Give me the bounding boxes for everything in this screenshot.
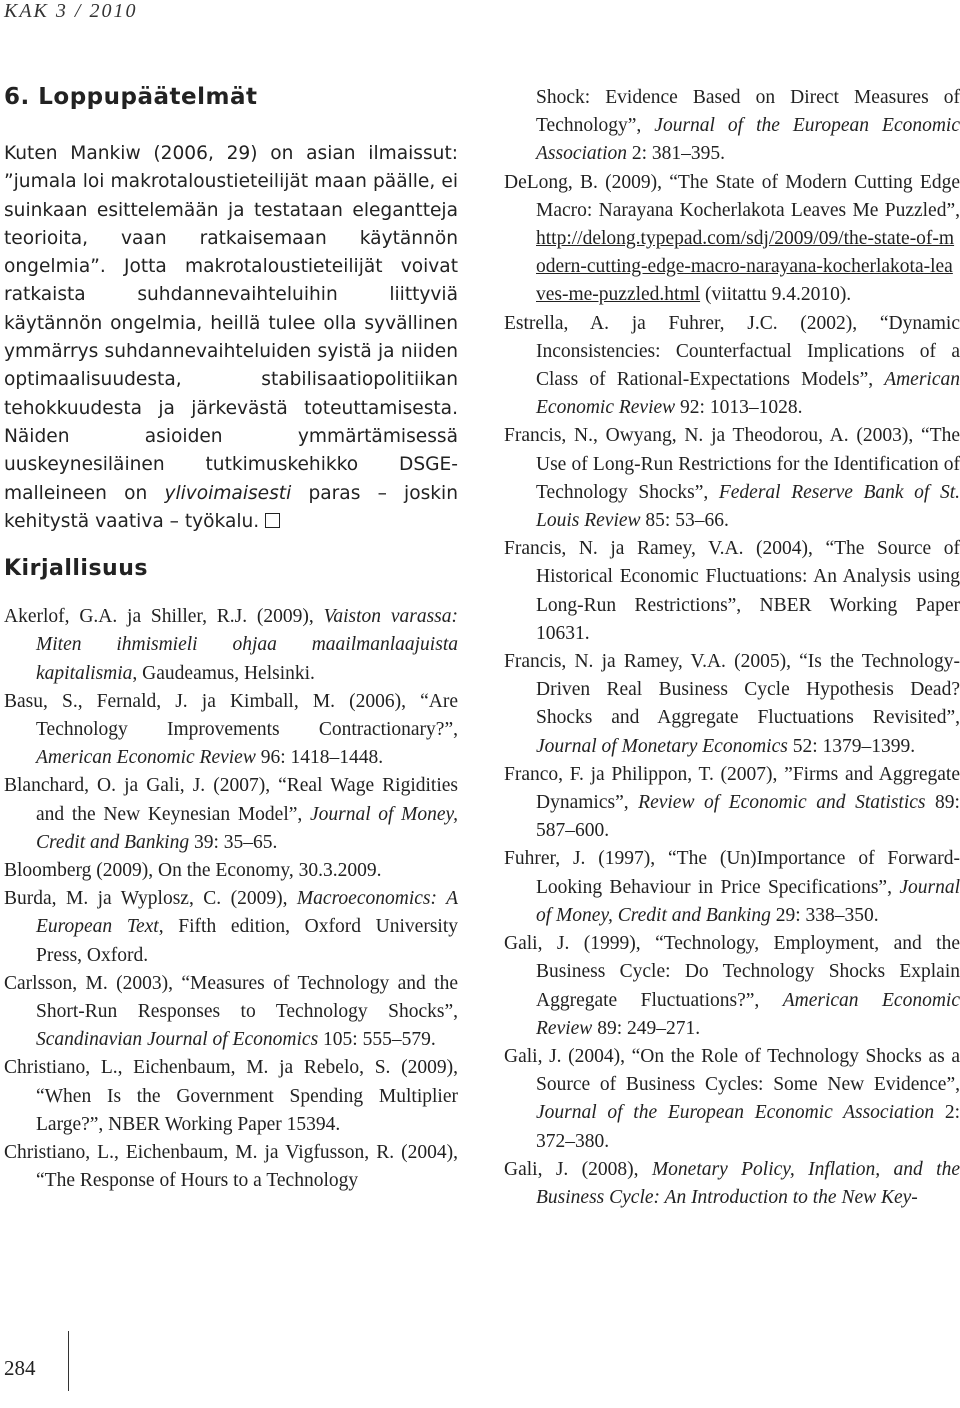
reference-item: Francis, N. ja Ramey, V.A. (2005), “Is the Technology-Driven Real Business Cycle Hypothesis Dead? Shocks and Aggregate Fluctuations Revisited”, Journal of Monetary Economics 52: 1379–1399. xyxy=(504,651,960,757)
reference-item: Fuhrer, J. (1997), “The (Un)Importance of Forward-Looking Behaviour in Price Specifications”, Journal of Money, Credit and Banking 29: 338–350. xyxy=(504,848,960,926)
reference-item: Franco, F. ja Philippon, T. (2007), ”Firms and Aggregate Dynamics”, Review of Economic and Statistics 89: 587–600. xyxy=(504,763,960,842)
reference-item: Christiano, L., Eichenbaum, M. ja Vigfusson, R. (2004), “The Response of Hours to a Technology xyxy=(4,1142,458,1192)
reference-item: Basu, S., Fernald, J. ja Kimball, M. (2006), “Are Technology Improvements Contractionary?”, American Economic Review 96: 1418–1448. xyxy=(4,690,458,769)
footer-divider xyxy=(68,1331,69,1391)
reference-delong: DeLong, B. (2009), “The State of Modern Cutting Edge Macro: Narayana Kocherlakota Leaves Me Puzzled”, http://delong.typepad.com/sdj/2009/09/the-state-of-modern-cutting-edge-macro-narayana-kocherlakota-leaves-me-puzzled.html (viitattu 9.4.2010). xyxy=(504,171,960,306)
reference-item: Gali, J. (2008), Monetary Policy, Inflation, and the Business Cycle: An Introduction to the New Key- xyxy=(504,1158,960,1208)
right-column xyxy=(504,84,960,1212)
reference-item: Christiano, L., Eichenbaum, M. ja Rebelo, S. (2009), “When Is the Government Spending Multiplier Large?”, NBER Working Paper 15394. xyxy=(4,1057,458,1135)
reference-item: Blanchard, O. ja Gali, J. (2007), “Real Wage Rigidities and the New Keynesian Model”, Journal of Money, Credit and Banking 39: 35–65. xyxy=(4,775,458,853)
reference-item: Francis, N. ja Ramey, V.A. (2004), “The Source of Historical Economic Fluctuations: An Analysis using Long-Run Restrictions”, NBER Working Paper 10631. xyxy=(504,538,960,644)
reference-item: Akerlof, G.A. ja Shiller, R.J. (2009), Vaiston varassa: Miten ihmismieli ohjaa maailmanlaajuista kapitalismia, Gaudeamus, Helsinki. xyxy=(4,606,458,684)
references-title: Kirjallisuus xyxy=(4,556,148,582)
references-list-right xyxy=(504,310,960,1213)
reference-item: Gali, J. (1999), “Technology, Employment, and the Business Cycle: Do Technology Shocks Explain Aggregate Fluctuations?”, American Economic Review 89: 249–271. xyxy=(504,933,960,1039)
reference-item: Francis, N., Owyang, N. ja Theodorou, A. (2003), “The Use of Long-Run Restrictions for the Identification of Technology Shocks”, Federal Reserve Bank of St. Louis Review 85: 53–66. xyxy=(504,425,960,532)
conclusion-paragraph: Kuten Mankiw (2006, 29) on asian ilmaissut: ”jumala loi makrotaloustieteilijät maan päälle, ei suinkaan esittelemään ja testataan elegantteja teorioita, vaan ratkaisemaan käytännön ongelmia”. Jotta makrotaloustieteilijät voivat ratkaista suhdannevaihteluihin liittyviä käytännön ongelmia, heillä tulee olla syvällinen ymmärrys suhdannevaihteluiden syistä ja niiden optimaalisuudesta, stabilisaatiopolitiikan tehokkuudesta ja järkevästä toteuttamisesta. Näiden asioiden ymmärtämisessä uuskeynesiläinen tutkimuskehikko DSGE-malleineen on ylivoimaisesti paras – joskin kehitystä vaativa – työkalu. xyxy=(4,143,458,532)
section-title: 6. Loppupäätelmät xyxy=(4,84,258,110)
reference-continuation: Shock: Evidence Based on Direct Measures of Technology”, Journal of the European Economic Association 2: 381–395. xyxy=(536,87,960,165)
running-header: KAK 3 / 2010 xyxy=(4,0,138,22)
reference-item: Estrella, A. ja Fuhrer, J.C. (2002), “Dynamic Inconsistencies: Counterfactual Implications of a Class of Rational-Expectations Models”, American Economic Review 92: 1013–1028. xyxy=(504,312,960,419)
references-list-left xyxy=(4,603,458,1195)
left-column xyxy=(4,84,458,1195)
reference-item: Gali, J. (2004), “On the Role of Technology Shocks as a Source of Business Cycles: Some New Evidence”, Journal of the European Economic Association 2: 372–380. xyxy=(504,1045,960,1152)
reference-item: Carlsson, M. (2003), “Measures of Technology and the Short-Run Responses to Technology Shocks”, Scandinavian Journal of Economics 105: 555–579. xyxy=(4,972,458,1051)
end-mark-icon xyxy=(265,513,280,528)
reference-item: Burda, M. ja Wyplosz, C. (2009), Macroeconomics: A European Text, Fifth edition, Oxford University Press, Oxford. xyxy=(4,888,458,966)
reference-link[interactable]: http://delong.typepad.com/sdj/2009/09/the-state-of-modern-cutting-edge-macro-narayana-kocherlakota-leaves-me-puzzled.html xyxy=(536,228,955,306)
reference-item: Bloomberg (2009), On the Economy, 30.3.2009. xyxy=(4,859,382,881)
page-number: 284 xyxy=(4,1356,36,1380)
